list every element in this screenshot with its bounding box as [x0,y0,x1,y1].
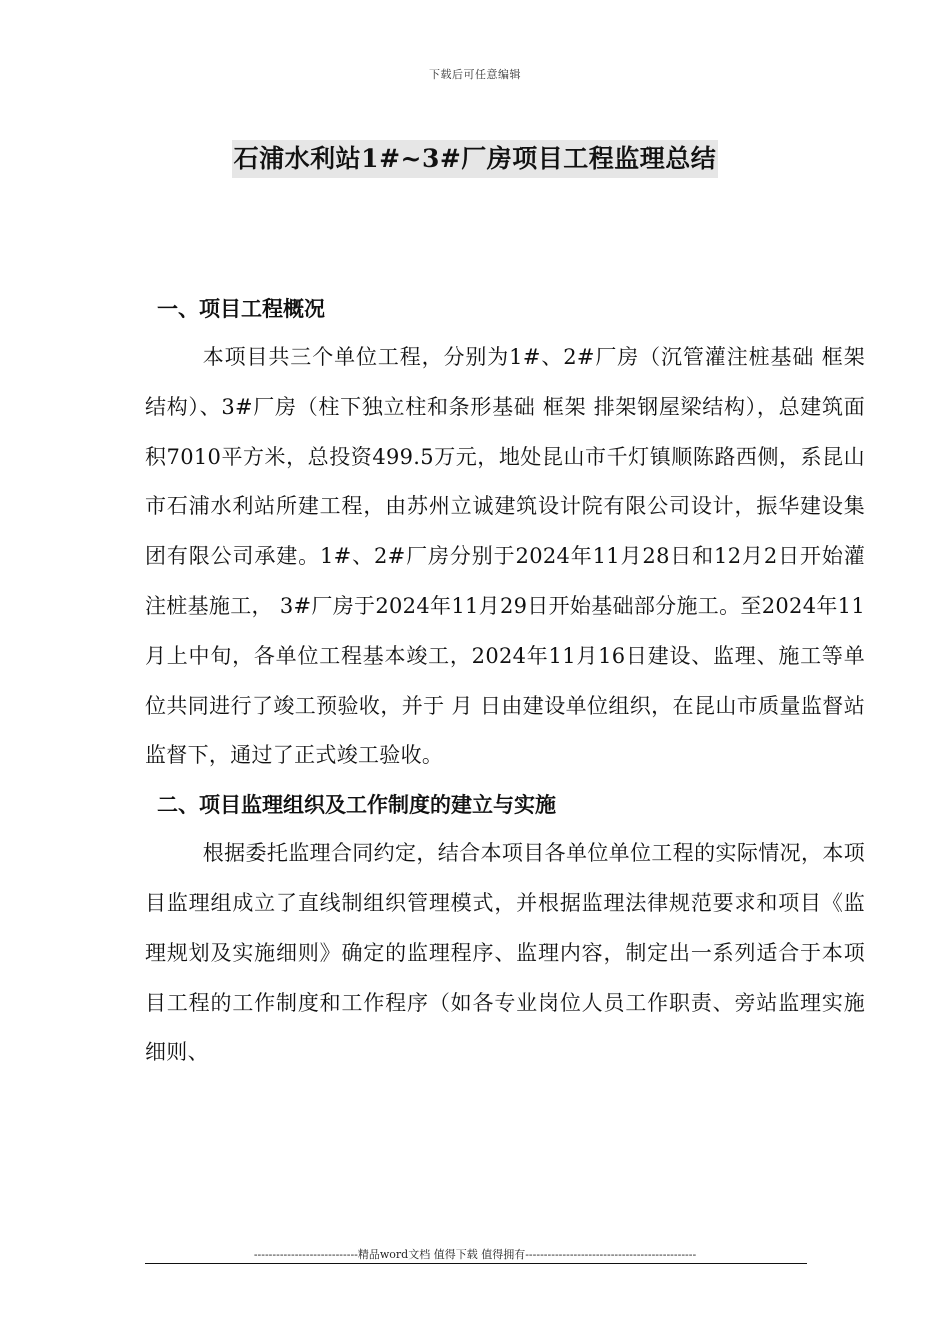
section-organization [145,781,865,1078]
document-body [145,285,865,1078]
footer-note: ----------------------------精品word文档 值得下载 值得拥有---------------------------------------------- [253,1248,697,1261]
section-heading-organization: 二、项目监理组织及工作制度的建立与实施 [157,792,556,818]
document-title-wrapper [0,140,950,178]
document-title: 石浦水利站1#~3#厂房项目工程监理总结 [232,140,719,178]
section-overview [145,285,865,781]
section-heading-overview: 一、项目工程概况 [157,296,325,321]
section-paragraph-overview: 本项目共三个单位工程，分别为1#、2#厂房（沉管灌注桩基础 框架结构）、3#厂房（柱下独立柱和条形基础 框架 排架钢屋梁结构），总建筑面积7010平方米，总投资499.5万元，地处昆山市千灯镇顺陈路西侧，系昆山市石浦水利站所建工程，由苏州立诚建筑设计院有限公司设计，振华建设集团有限公司承建。1#、2#厂房分别于2024年11月28日和12月2日开始灌注桩基施工， 3#厂房于2024年11月29日开始基础部分施工。至2024年11月上中旬，各单位工程基本竣工，2024年11月16日建设、监理、施工等单位共同进行了竣工预验收，并于 月 日由建设单位组织，在昆山市质量监督站监督下，通过了正式竣工验收。 [145,345,865,768]
header-note: 下载后可任意编辑 [429,68,521,81]
section-paragraph-organization: 根据委托监理合同约定，结合本项目各单位单位工程的实际情况，本项目监理组成立了直线制组织管理模式，并根据监理法律规范要求和项目《监理规划及实施细则》确定的监理程序、监理内容，制定出一系列适合于本项目工程的工作制度和工作程序（如各专业岗位人员工作职责、旁站监理实施细则、 [145,841,865,1065]
footer-divider [145,1263,807,1264]
